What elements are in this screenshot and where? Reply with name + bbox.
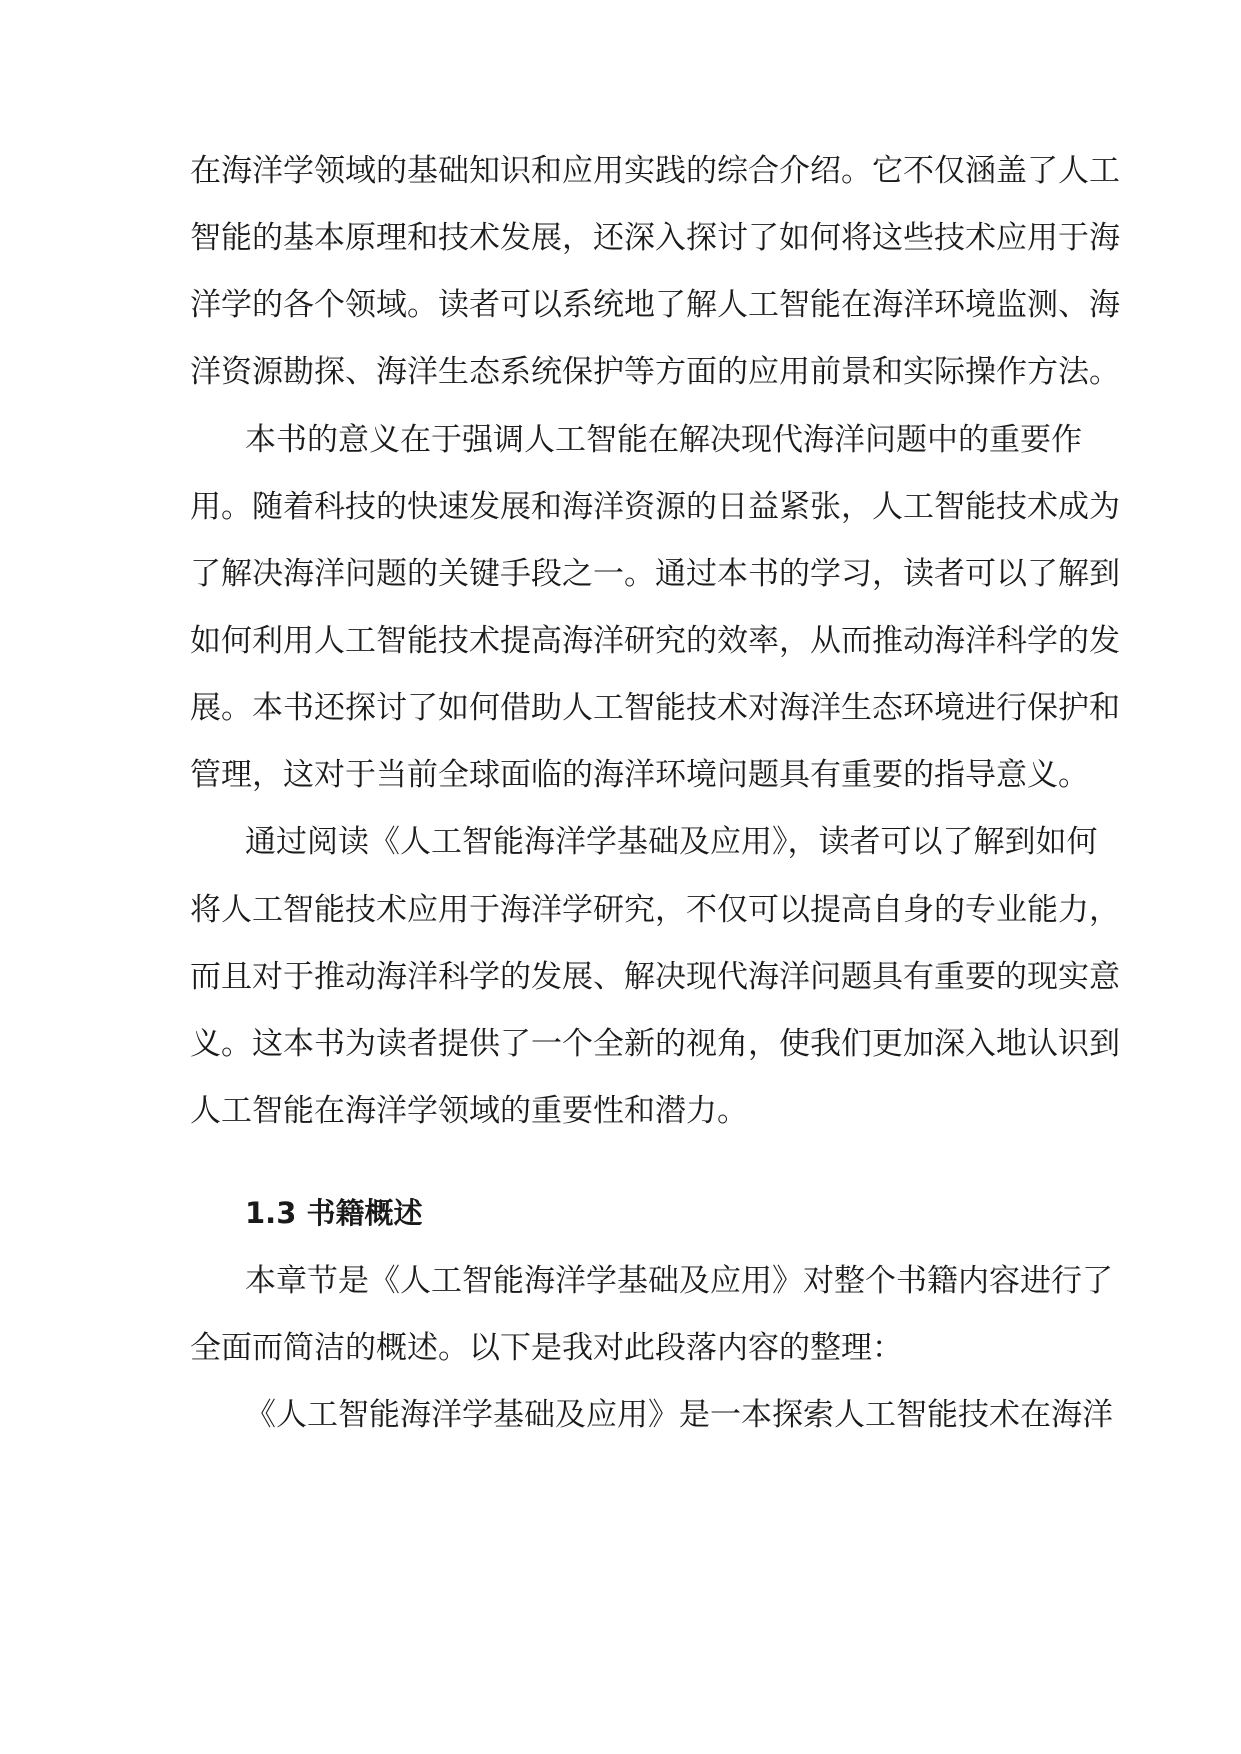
- paragraph-line: 将人工智能技术应用于海洋学研究，不仅可以提高自身的专业能力，: [190, 892, 1120, 928]
- paragraph-line: 通过阅读《人工智能海洋学基础及应用》，读者可以了解到如何: [245, 824, 1098, 860]
- paragraph-line: 而且对于推动海洋科学的发展、解决现代海洋问题具有重要的现实意: [190, 959, 1120, 995]
- paragraph-line: 洋资源勘探、海洋生态系统保护等方面的应用前景和实际操作方法。: [190, 354, 1120, 390]
- paragraph-line: 《人工智能海洋学基础及应用》是一本探索人工智能技术在海洋: [245, 1397, 1113, 1433]
- paragraph-line: 全面而简洁的概述。以下是我对此段落内容的整理：: [190, 1330, 903, 1366]
- paragraph-line: 展。本书还探讨了如何借助人工智能技术对海洋生态环境进行保护和: [190, 690, 1120, 726]
- section-heading: 1.3 书籍概述: [245, 1196, 423, 1230]
- paragraph-line: 在海洋学领域的基础知识和应用实践的综合介绍。它不仅涵盖了人工: [190, 153, 1120, 189]
- paragraph-line: 了解决海洋问题的关键手段之一。通过本书的学习，读者可以了解到: [190, 556, 1120, 592]
- paragraph-line: 本章节是《人工智能海洋学基础及应用》对整个书籍内容进行了: [245, 1263, 1113, 1299]
- paragraph-line: 本书的意义在于强调人工智能在解决现代海洋问题中的重要作: [245, 422, 1082, 458]
- paragraph-line: 义。这本书为读者提供了一个全新的视角，使我们更加深入地认识到: [190, 1026, 1120, 1062]
- paragraph-line: 人工智能在海洋学领域的重要性和潜力。: [190, 1093, 748, 1129]
- paragraph-line: 用。随着科技的快速发展和海洋资源的日益紧张，人工智能技术成为: [190, 489, 1120, 525]
- paragraph-line: 管理，这对于当前全球面临的海洋环境问题具有重要的指导意义。: [190, 757, 1089, 793]
- paragraph-line: 如何利用人工智能技术提高海洋研究的效率，从而推动海洋科学的发: [190, 623, 1120, 659]
- paragraph-line: 智能的基本原理和技术发展，还深入探讨了如何将这些技术应用于海: [190, 220, 1120, 256]
- paragraph-line: 洋学的各个领域。读者可以系统地了解人工智能在海洋环境监测、海: [190, 287, 1120, 323]
